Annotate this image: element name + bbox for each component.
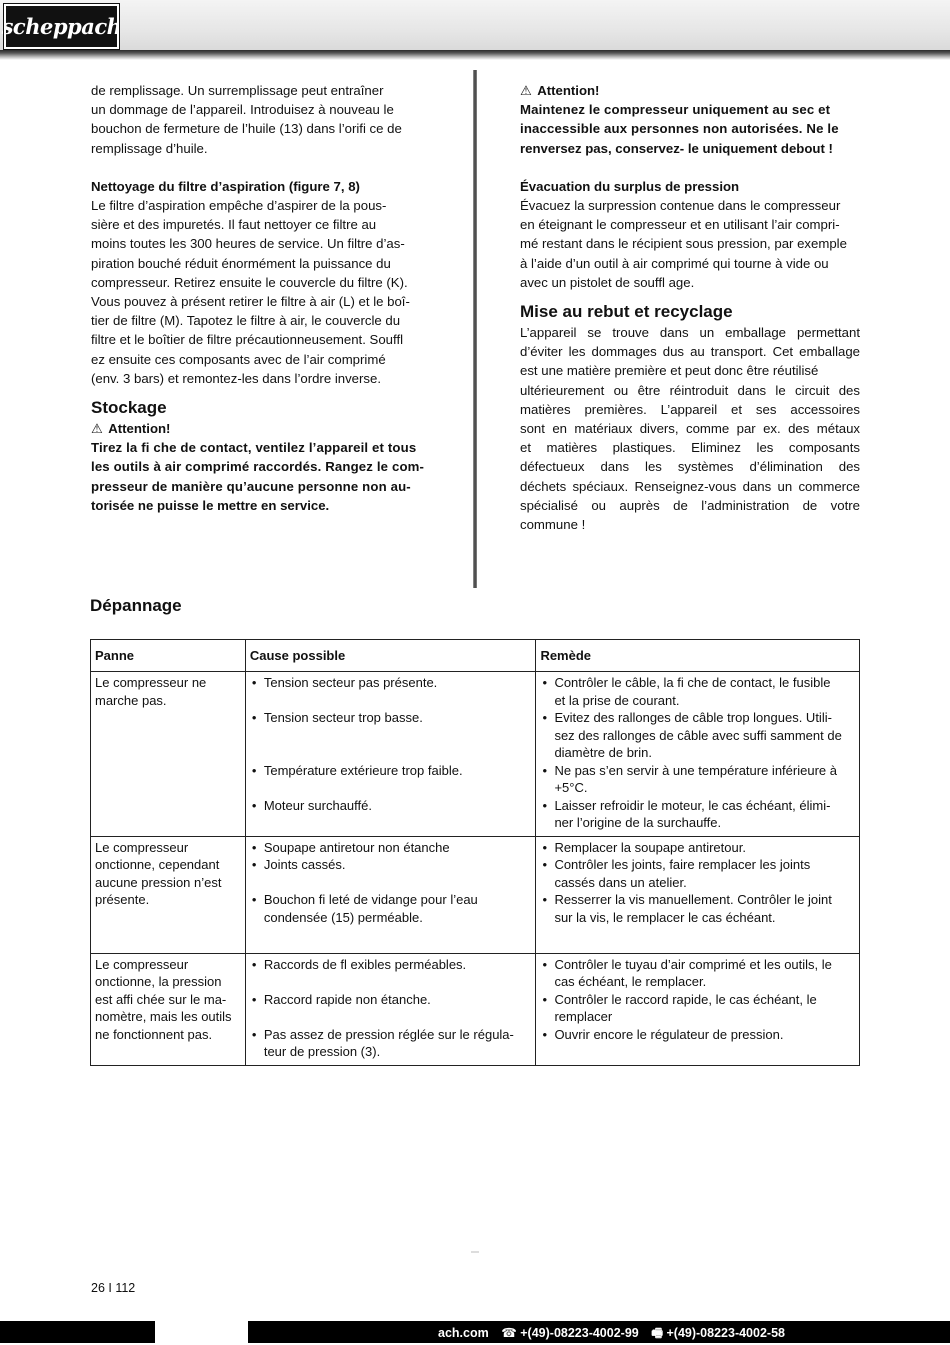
- troubleshooting-table: [90, 639, 860, 1066]
- disposal-title: Mise au rebut et recyclage: [520, 302, 733, 322]
- pressure-line: mé restant dans le récipient sous pression, par exemple: [520, 236, 847, 252]
- panne-line: ne fonctionnent pas.: [95, 1026, 213, 1042]
- filter-line: (env. 3 bars) et remontez-les dans l’ordre inverse.: [91, 370, 382, 386]
- panne-line: Le compresseur: [95, 956, 189, 972]
- storage-title: Stockage: [91, 398, 167, 418]
- header-bar: [0, 0, 950, 52]
- remedy-item: • Contrôler le câble, la fi che de contact, le fusible et la prise de courant.: [540, 674, 855, 709]
- remedy-item: • Ouvrir encore le régulateur de pression.: [540, 1026, 855, 1044]
- brand-logo-text: scheppach: [1, 14, 122, 39]
- cause-item: • Tension secteur pas présente.: [250, 674, 532, 692]
- disposal-line: et matières plastiques. Eliminez les composants: [520, 440, 860, 456]
- panne-line: présente.: [95, 892, 150, 907]
- disposal-line: spécialisé ou auprès de l’administration de votre: [520, 497, 860, 513]
- remedy-cell: [536, 836, 860, 953]
- filter-heading: Nettoyage du filtre d’aspiration (figure 7, 8): [91, 178, 360, 194]
- filter-line: piration bouché réduit énormément la puissance du: [91, 255, 391, 271]
- cause-item: • Joints cassés.: [250, 856, 532, 874]
- column-header: Cause possible: [245, 640, 536, 672]
- panne-line: aucune pression n’est: [95, 874, 222, 890]
- disposal-line: matières premières. L’appareil et ses accessoires: [520, 401, 860, 417]
- storage-line: presseur de manière qu’aucune personne non au-: [91, 478, 411, 494]
- remedy-item: • Remplacer la soupape antiretour.: [540, 839, 855, 857]
- filter-line: Le filtre d’aspiration empêche d’aspirer de la pous-: [91, 198, 387, 214]
- cause-cell: [245, 672, 536, 837]
- panne-line: onctionne, la pression: [95, 974, 222, 989]
- filter-line: sière et des impuretés. Il faut nettoyer ce filtre au: [91, 217, 377, 233]
- attention-text: Attention!: [537, 83, 600, 98]
- disposal-line: déchets spéciaux. Renseignez-vous dans un commerce: [520, 478, 860, 494]
- page-mark: [471, 1251, 479, 1253]
- pressure-line: avec un pistolet de souffl age.: [520, 274, 695, 290]
- panne-cell: [91, 836, 246, 953]
- cause-cell: [245, 953, 536, 1065]
- panne-line: est affi chée sur le ma-: [95, 991, 227, 1007]
- filter-line: tier de filtre (M). Tapotez le filtre à air, le couvercle du: [91, 313, 401, 329]
- footer-website[interactable]: ach.com: [438, 1326, 489, 1340]
- footer-phone: ☎ +(49)-08223-4002-99: [501, 1326, 639, 1340]
- page-number: 26 I 112: [91, 1281, 136, 1295]
- remedy-item: • Contrôler le tuyau d’air comprimé et les outils, le cas échéant, le remplacer.: [540, 956, 855, 991]
- storage-line: Tirez la fi che de contact, ventilez l’appareil et tous: [91, 440, 417, 456]
- cause-item: • Raccords de fl exibles perméables.: [250, 956, 532, 974]
- remedy-item: • Contrôler les joints, faire remplacer les joints cassés dans un atelier.: [540, 856, 855, 891]
- panne-line: Le compresseur: [95, 839, 189, 855]
- attention-body: inaccessible aux personnes non autorisées. Ne le: [520, 121, 839, 137]
- intro-line: remplissage d’huile.: [91, 140, 208, 156]
- cause-item: • Soupape antiretour non étanche: [250, 839, 532, 857]
- pressure-line: en éteignant le compresseur et en utilisant l’air compri-: [520, 217, 840, 233]
- footer-white-block: [155, 1321, 248, 1343]
- table-row: [91, 953, 860, 1065]
- remedy-item: • Resserrer la vis manuellement. Contrôler le joint sur la vis, le remplacer le cas échéant.: [540, 891, 855, 926]
- disposal-line: sont en matériaux divers, comme par ex. des métaux: [520, 421, 860, 437]
- warning-icon: ⚠: [91, 421, 103, 437]
- attention-line: [520, 81, 860, 100]
- cause-item: • Température extérieure trop faible.: [250, 762, 532, 780]
- remedy-item: • Evitez des rallonges de câble trop longues. Utili- sez des rallonges de câble avec suffi samment de diamètre de brin.: [540, 709, 855, 762]
- remedy-item: • Laisser refroidir le moteur, le cas échéant, élimi- ner l’origine de la surchauffe.: [540, 797, 855, 832]
- panne-cell: [91, 672, 246, 837]
- right-column: [520, 81, 860, 534]
- filter-line: filtre et le boîtier de filtre précautionneusement. Souffl: [91, 332, 404, 348]
- table-header-row: [91, 640, 860, 672]
- panne-line: onctionne, cependant: [95, 857, 220, 872]
- pressure-line: à l’aide d’un outil à air comprimé qui tourne à vide ou: [520, 255, 829, 271]
- cause-item: • Bouchon fi leté de vidange pour l’eau condensée (15) perméable.: [250, 891, 532, 926]
- table-row: [91, 836, 860, 953]
- panne-line: marche pas.: [95, 692, 167, 708]
- pressure-heading: Évacuation du surplus de pression: [520, 178, 740, 194]
- intro-line: de remplissage. Un surremplissage peut entraîner: [91, 83, 384, 98]
- storage-attention: [91, 419, 431, 438]
- panne-line: Le compresseur ne: [95, 675, 207, 690]
- intro-line: un dommage de l’appareil. Introduisez à nouveau le: [91, 102, 394, 118]
- cause-item: • Raccord rapide non étanche.: [250, 991, 532, 1009]
- column-header: Remède: [536, 640, 860, 672]
- remedy-cell: [536, 953, 860, 1065]
- disposal-line: commune !: [520, 517, 586, 533]
- intro-line: bouchon de fermeture de l’huile (13) dans l’orifi ce de: [91, 121, 402, 137]
- cause-item: • Tension secteur trop basse.: [250, 709, 532, 727]
- disposal-line: L’appareil se trouve dans un emballage permettant: [520, 325, 860, 341]
- remedy-item: • Contrôler le raccord rapide, le cas échéant, le remplacer: [540, 991, 855, 1026]
- filter-line: compresseur. Retirez ensuite le couvercle du filtre (K).: [91, 274, 408, 290]
- column-divider: [473, 70, 477, 588]
- pressure-line: Évacuez la surpression contenue dans le compresseur: [520, 198, 841, 214]
- left-column: [91, 81, 431, 515]
- filter-line: ez ensuite ces composants avec de l’air comprimé: [91, 351, 386, 367]
- warning-icon: ⚠: [520, 83, 532, 98]
- troubleshooting-title: Dépannage: [90, 596, 182, 615]
- cause-cell: [245, 836, 536, 953]
- filter-line: Vous pouvez à présent retirer le filtre à air (L) et le boî-: [91, 294, 410, 310]
- remedy-cell: [536, 672, 860, 837]
- storage-line: torisée ne puisse le mettre en service.: [91, 497, 330, 513]
- footer-contact: [438, 1324, 794, 1345]
- brand-logo: [1, 4, 122, 49]
- footer-fax: 🖷 +(49)-08223-4002-58: [651, 1326, 785, 1340]
- disposal-line: défectueux dans les systèmes d’élimination des: [520, 459, 860, 475]
- panne-cell: [91, 953, 246, 1065]
- disposal-line: ultérieurement ou être réintroduit dans le circuit des: [520, 382, 860, 398]
- filter-line: moins toutes les 300 heures de service. Un filtre d’as-: [91, 236, 405, 252]
- disposal-line: est une matière première et peut donc être réutilisé: [520, 363, 819, 379]
- table-row: [91, 672, 860, 837]
- cause-item: • Moteur surchauffé.: [250, 797, 532, 815]
- storage-attention-text: Attention!: [108, 421, 171, 437]
- column-header: Panne: [91, 640, 246, 672]
- remedy-item: • Ne pas s’en servir à une température inférieure à +5°C.: [540, 762, 855, 797]
- cause-item: • Pas assez de pression réglée sur le régula- teur de pression (3).: [250, 1026, 532, 1061]
- storage-line: les outils à air comprimé raccordés. Rangez le com-: [91, 459, 425, 475]
- panne-line: nomètre, mais les outils: [95, 1009, 232, 1024]
- header-shadow: [0, 50, 950, 60]
- attention-body: Maintenez le compresseur uniquement au sec et: [520, 102, 831, 118]
- disposal-line: d’éviter les dommages dus au transport. Cet emballage: [520, 344, 860, 360]
- attention-body: renversez pas, conservez- le uniquement debout !: [520, 140, 833, 156]
